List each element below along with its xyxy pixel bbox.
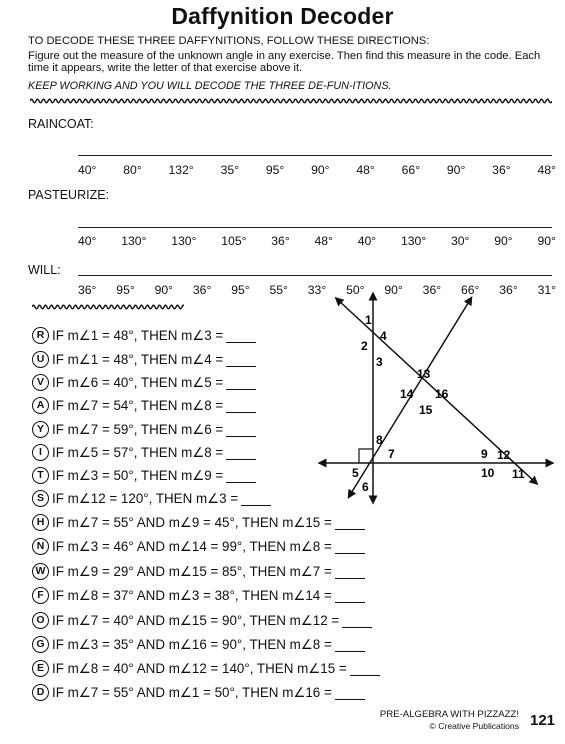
code-cell: 36° [192, 283, 212, 297]
code-cell: 55° [269, 283, 288, 297]
angle-label: 2 [361, 339, 368, 353]
exercise-i [32, 444, 256, 461]
letter-circle: I [32, 444, 49, 461]
angle-label: 13 [417, 367, 431, 381]
code-cell: 90° [446, 163, 466, 177]
answer-blank[interactable] [226, 468, 256, 483]
wavy-divider [30, 97, 552, 105]
exercise-u [32, 351, 256, 368]
code-cell: 36° [492, 163, 511, 177]
exercise-w [32, 563, 365, 580]
angle-label: 6 [362, 480, 369, 494]
instructions-heading: TO DECODE THESE THREE DAFFYNITIONS, FOLLOW THESE DIRECTIONS: [28, 35, 430, 47]
exercise-f [32, 587, 365, 604]
code-cell: 36° [422, 283, 442, 297]
angle-label: 7 [388, 447, 395, 461]
angle-label: 15 [419, 403, 433, 417]
angle-label: 11 [512, 467, 525, 481]
code-cell: 66° [460, 283, 480, 297]
letter-circle: T [32, 467, 49, 484]
exercise-s [32, 490, 271, 507]
directions-text: Figure out the measure of the unknown angle in any exercise. Then find this measure in the code. Each time it appears, write the letter of that exercise above it. [28, 50, 541, 74]
letter-circle: U [32, 351, 49, 368]
exercise-text: IF m∠1 = 48°, THEN m∠4 = [52, 351, 224, 367]
answer-blank[interactable] [226, 352, 256, 367]
keep-working-text: KEEP WORKING AND YOU WILL DECODE THE THREE DE-FUN-ITIONS. [28, 80, 392, 92]
code-cell: 33° [307, 283, 327, 297]
exercise-y [32, 421, 256, 438]
letter-circle: A [32, 397, 49, 414]
code-cell: 35° [220, 163, 240, 177]
exercise-text: IF m∠7 = 40° AND m∠15 = 90°, THEN m∠12 = [52, 612, 340, 628]
exercise-text: IF m∠5 = 57°, THEN m∠8 = [52, 444, 224, 460]
letter-circle: G [32, 636, 49, 653]
publisher-credit: © Creative Publications [429, 721, 519, 731]
code-cell: 90° [494, 234, 513, 248]
answer-blank[interactable] [350, 661, 380, 676]
letter-circle: W [32, 563, 49, 580]
exercise-text: IF m∠12 = 120°, THEN m∠3 = [52, 490, 239, 506]
code-cell: 50° [346, 283, 365, 297]
code-cell: 90° [537, 234, 556, 248]
code-cell: 130° [400, 234, 427, 248]
angle-label: 16 [435, 387, 449, 401]
exercise-a [32, 397, 256, 414]
angle-label: 12 [497, 448, 511, 462]
book-title: PRE-ALGEBRA WITH PIZZAZZ! [379, 709, 519, 720]
answer-blank[interactable] [226, 398, 256, 413]
exercise-v [32, 374, 256, 391]
code-row-raincoat [78, 163, 556, 177]
answer-blank[interactable] [335, 588, 365, 603]
code-cell: 36° [271, 234, 290, 248]
exercise-text: IF m∠1 = 48°, THEN m∠3 = [52, 327, 224, 343]
answer-blank[interactable] [335, 515, 365, 530]
code-cell: 48° [314, 234, 333, 248]
letter-circle: S [32, 490, 49, 507]
answer-blank[interactable] [335, 685, 365, 700]
code-cell: 130° [121, 234, 147, 248]
code-cell: 95° [265, 163, 285, 177]
exercise-t [32, 467, 256, 484]
puzzle-label-raincoat: RAINCOAT: [28, 117, 94, 131]
letter-circle: D [32, 684, 49, 701]
answer-blank[interactable] [226, 445, 256, 460]
answer-blank[interactable] [335, 564, 365, 579]
code-cell: 132° [168, 163, 194, 177]
code-cell: 130° [171, 234, 197, 248]
exercise-d [32, 684, 365, 701]
letter-circle: F [32, 587, 49, 604]
code-cell: 80° [123, 163, 142, 177]
code-cell: 95° [116, 283, 135, 297]
exercise-text: IF m∠7 = 55° AND m∠1 = 50°, THEN m∠16 = [52, 684, 332, 700]
angle-label: 10 [481, 466, 495, 480]
angle-label: 3 [376, 355, 383, 369]
answer-blank[interactable] [226, 375, 256, 390]
answer-line[interactable] [78, 275, 552, 276]
angle-diagram [310, 290, 560, 505]
exercise-text: IF m∠3 = 46° AND m∠14 = 99°, THEN m∠8 = [52, 538, 332, 554]
puzzle-label-pasteurize: PASTEURIZE: [28, 188, 110, 202]
code-row-pasteurize [78, 234, 556, 248]
wavy-divider [32, 303, 184, 311]
code-cell: 30° [451, 234, 470, 248]
angle-label: 9 [481, 447, 488, 461]
exercise-n [32, 538, 365, 555]
code-cell: 66° [401, 163, 421, 177]
letter-circle: E [32, 660, 49, 677]
exercise-h [32, 514, 365, 531]
answer-blank[interactable] [335, 539, 365, 554]
angle-label: 5 [352, 466, 359, 480]
code-cell: 90° [384, 283, 403, 297]
answer-blank[interactable] [342, 613, 372, 628]
exercise-o [32, 612, 372, 629]
exercise-text: IF m∠7 = 59°, THEN m∠6 = [52, 421, 224, 437]
exercise-text: IF m∠7 = 54°, THEN m∠8 = [52, 397, 224, 413]
angle-label: 1 [365, 313, 372, 327]
code-cell: 48° [356, 163, 375, 177]
angle-label: 4 [380, 329, 387, 343]
code-cell: 105° [221, 234, 247, 248]
angle-label: 14 [400, 387, 414, 401]
code-cell: 40° [78, 234, 97, 248]
letter-circle: H [32, 514, 49, 531]
letter-circle: Y [32, 421, 49, 438]
answer-line[interactable] [78, 155, 552, 156]
angle-label: 8 [376, 433, 383, 447]
code-cell: 40° [78, 163, 97, 177]
code-cell: 40° [357, 234, 377, 248]
exercise-text: IF m∠8 = 37° AND m∠3 = 38°, THEN m∠14 = [52, 587, 332, 603]
code-cell: 31° [537, 283, 556, 297]
letter-circle: O [32, 612, 49, 629]
exercise-text: IF m∠3 = 35° AND m∠16 = 90°, THEN m∠8 = [52, 636, 332, 652]
answer-blank[interactable] [335, 637, 365, 652]
code-cell: 36° [78, 283, 97, 297]
exercise-r [32, 327, 256, 344]
code-cell: 48° [537, 163, 556, 177]
letter-circle: V [32, 374, 49, 391]
letter-circle: R [32, 327, 49, 344]
exercise-text: IF m∠8 = 40° AND m∠12 = 140°, THEN m∠15 = [52, 660, 347, 676]
code-cell: 36° [499, 283, 518, 297]
page-title: Daffynition Decoder [171, 3, 394, 29]
answer-blank[interactable] [226, 328, 256, 343]
exercise-text: IF m∠7 = 55° AND m∠9 = 45°, THEN m∠15 = [52, 514, 332, 530]
code-cell: 90° [154, 283, 174, 297]
answer-blank[interactable] [241, 491, 271, 506]
page-number: 121 [530, 712, 556, 729]
code-cell: 90° [311, 163, 330, 177]
answer-line[interactable] [78, 227, 552, 228]
exercise-text: IF m∠6 = 40°, THEN m∠5 = [52, 374, 224, 390]
answer-blank[interactable] [226, 422, 256, 437]
exercise-text: IF m∠9 = 29° AND m∠15 = 85°, THEN m∠7 = [52, 563, 332, 579]
code-cell: 95° [231, 283, 250, 297]
exercise-g [32, 636, 365, 653]
exercise-text: IF m∠3 = 50°, THEN m∠9 = [52, 467, 224, 483]
exercise-e [32, 660, 380, 677]
puzzle-label-will: WILL: [28, 263, 61, 277]
letter-circle: N [32, 538, 49, 555]
